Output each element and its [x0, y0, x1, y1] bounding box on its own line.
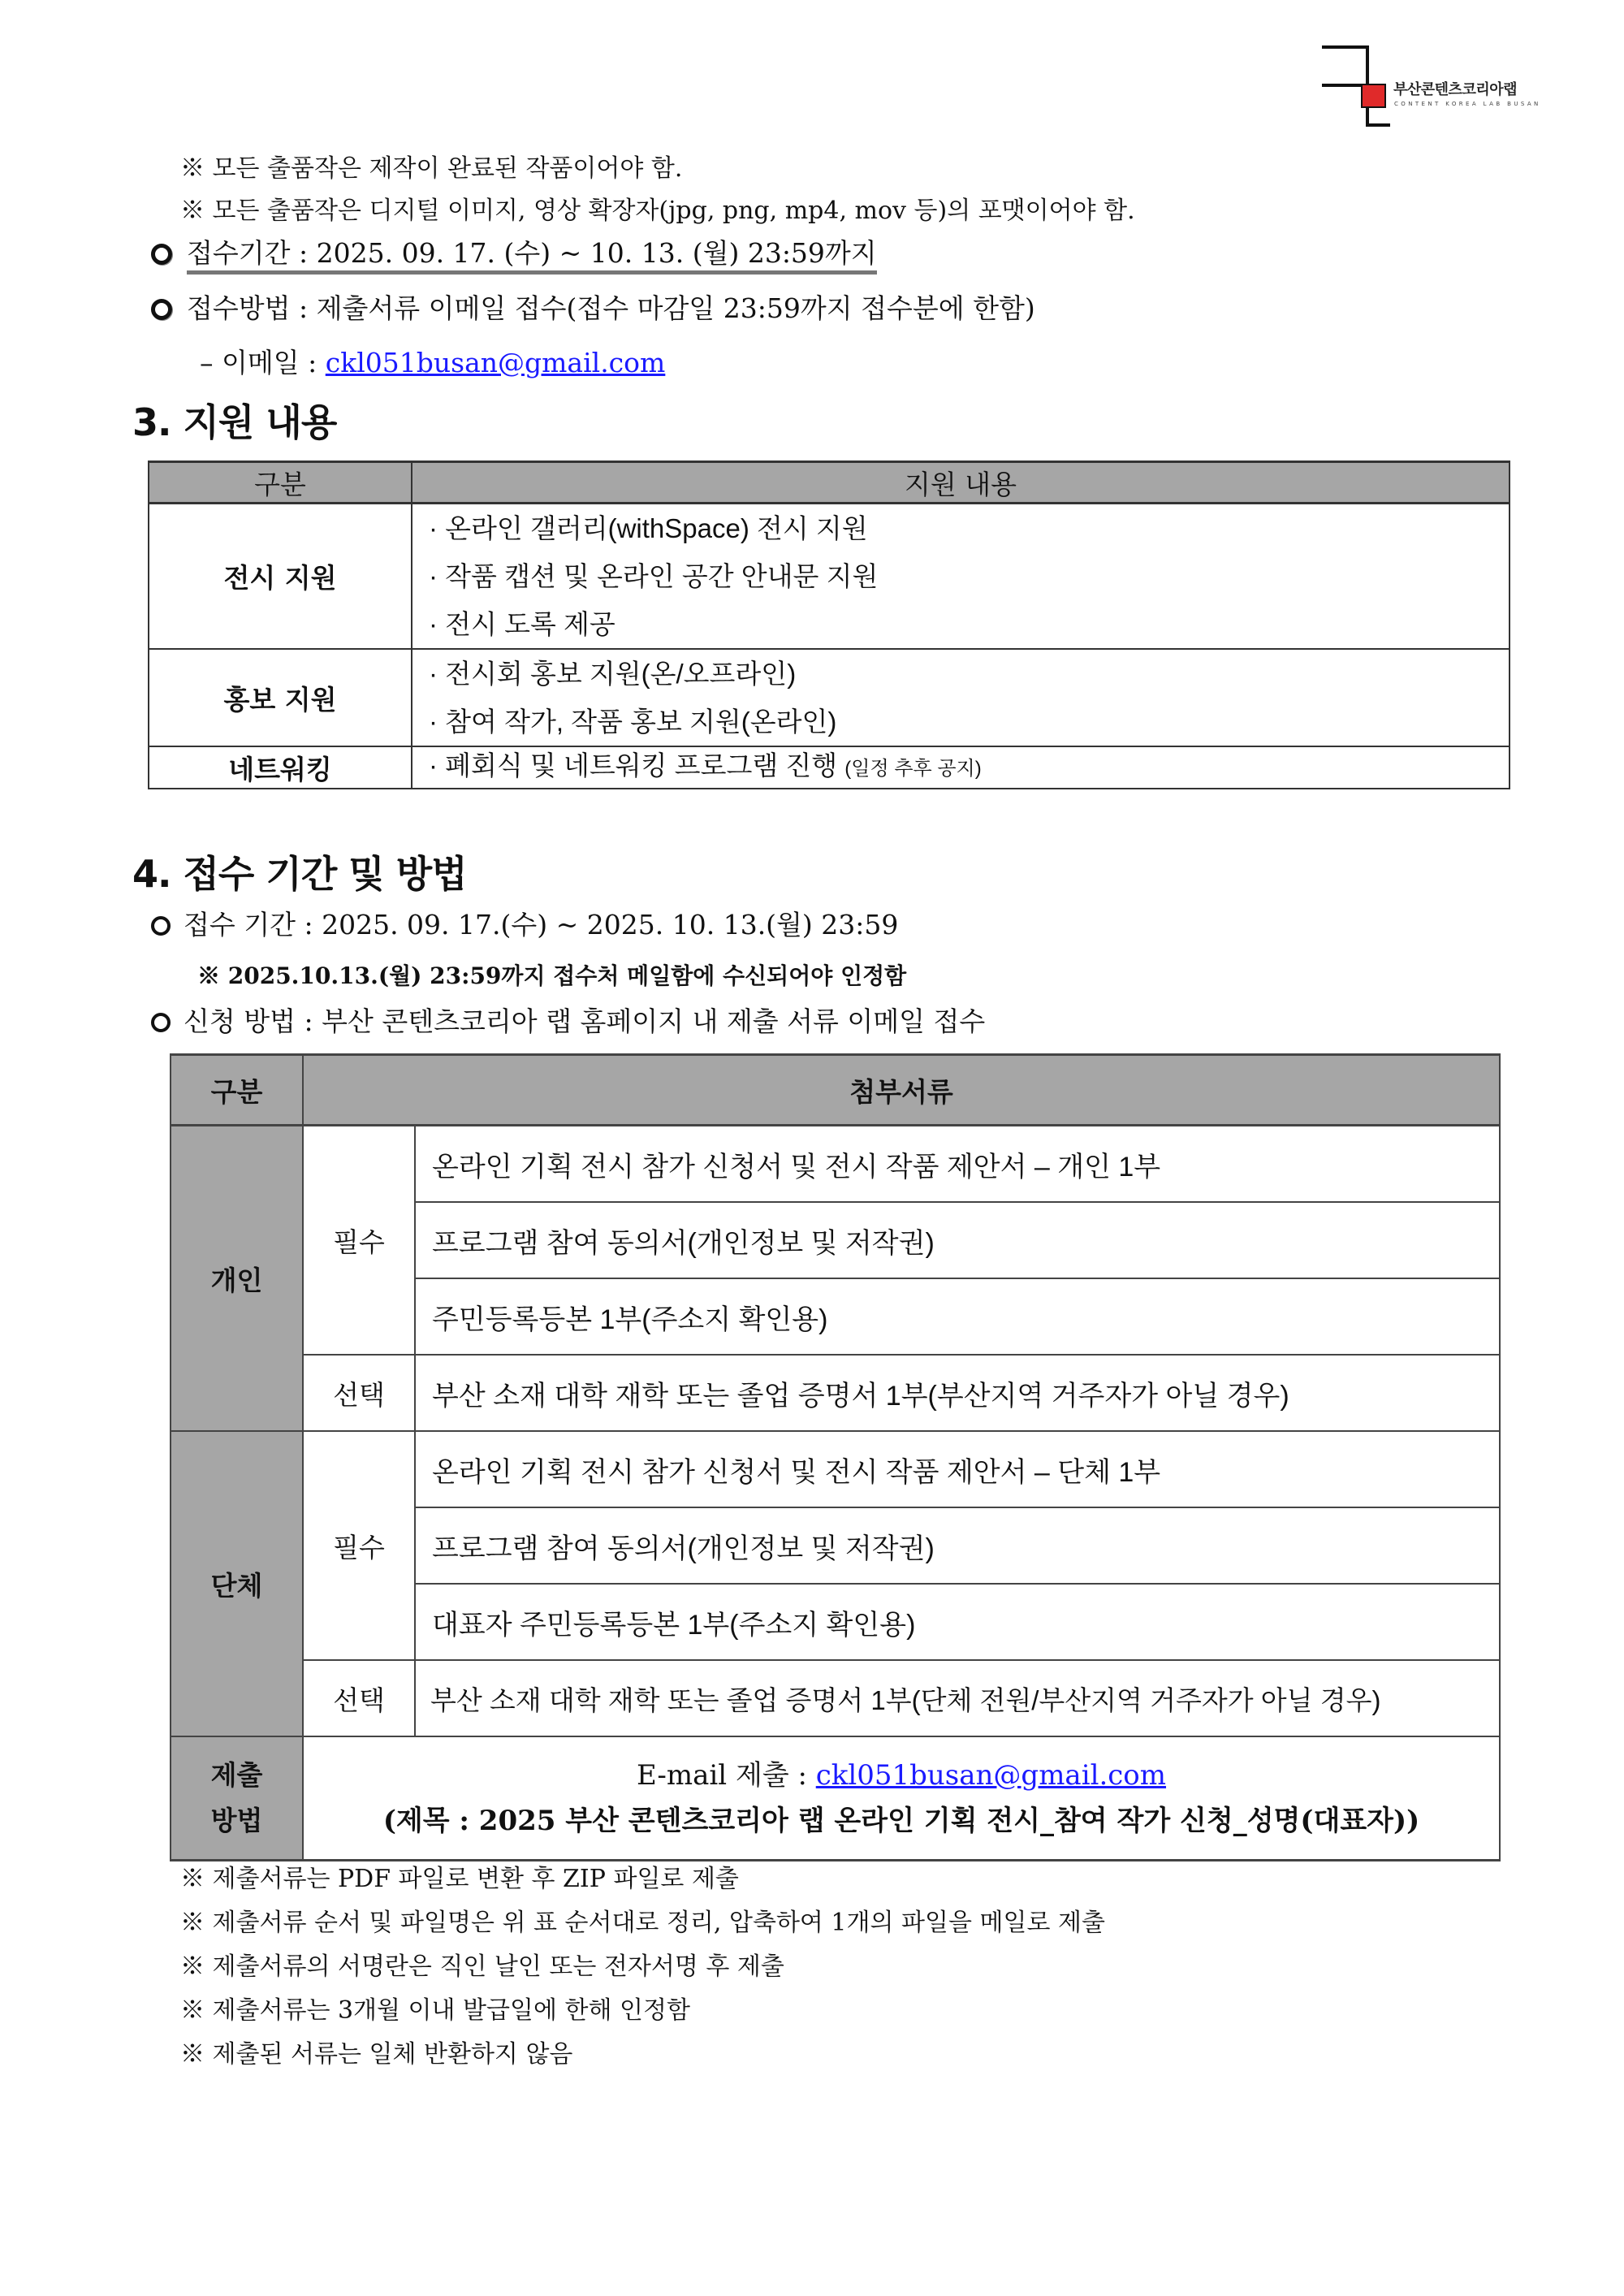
row-category: 전시 지원 [149, 504, 412, 650]
support-item: · 전시회 홍보 지원(온/오프라인) [429, 659, 797, 689]
document-item: 부산 소재 대학 재학 또는 졸업 증명서 1부(부산지역 거주자가 아닐 경우) [415, 1355, 1500, 1431]
row-category: 네트워킹 [149, 746, 412, 789]
document-item: 온라인 기획 전시 참가 신청서 및 전시 작품 제안서 – 개인 1부 [415, 1126, 1500, 1203]
application-period: 접수 기간 : 2025. 09. 17.(수) ~ 2025. 10. 13.(월) 23:59 [184, 909, 899, 940]
support-item-text: · 폐회식 및 네트워킹 프로그램 진행 [429, 750, 845, 780]
circle-bullet-icon [151, 1013, 171, 1032]
table-row [149, 504, 1510, 650]
application-method-line [151, 1004, 985, 1040]
reception-period-line [151, 236, 877, 271]
submission-details [303, 1736, 1500, 1861]
section-3-title: 3. 지원 내용 [132, 400, 337, 444]
reception-method: 접수방법 : 제출서류 이메일 접수(접수 마감일 23:59까지 접수분에 한함) [187, 292, 1035, 324]
email-label: – 이메일 : [200, 347, 326, 378]
logo-name-korean: 부산콘텐츠코리아랩 [1393, 81, 1517, 98]
optional-label: 선택 [303, 1660, 415, 1736]
schedule-note: (일정 추후 공지) [844, 758, 982, 780]
submission-label-line: 방법 [210, 1805, 263, 1836]
document-item: 프로그램 참여 동의서(개인정보 및 저작권) [415, 1202, 1500, 1278]
table-row [149, 746, 1510, 789]
intro-note: ※ 모든 출품작은 디지털 이미지, 영상 확장자(jpg, png, mp4, mov 등)의 포맷이어야 함. [180, 197, 1135, 225]
table-header-content: 지원 내용 [412, 462, 1510, 504]
group-organization: 단체 [171, 1431, 303, 1736]
submission-note: ※ 제출서류의 서명란은 직인 날인 또는 전자서명 후 제출 [180, 1952, 784, 1981]
document-item: 주민등록등본 1부(주소지 확인용) [415, 1278, 1500, 1355]
support-item: · 참여 작가, 작품 홍보 지원(온라인) [429, 707, 837, 737]
submission-note: ※ 제출서류 순서 및 파일명은 위 표 순서대로 정리, 압축하여 1개의 파일을 메일로 제출 [180, 1909, 1105, 1937]
logo-red-square [1361, 84, 1386, 108]
document-item: 대표자 주민등록등본 1부(주소지 확인용) [415, 1584, 1500, 1660]
table-header-category: 구분 [149, 462, 412, 504]
logo-name-english: CONTENT KOREA LAB BUSAN [1394, 101, 1541, 107]
application-method: 신청 방법 : 부산 콘텐츠코리아 랩 홈페이지 내 제출 서류 이메일 접수 [184, 1005, 986, 1037]
required-documents-table [170, 1053, 1501, 1861]
submission-note: ※ 제출서류는 3개월 이내 발급일에 한해 인정함 [180, 1996, 690, 2025]
section-4-title: 4. 접수 기간 및 방법 [132, 852, 467, 896]
table-header-documents: 첨부서류 [303, 1055, 1500, 1126]
table-row [171, 1736, 1500, 1861]
submission-note: ※ 제출서류는 PDF 파일로 변환 후 ZIP 파일로 제출 [180, 1865, 739, 1893]
reception-email-line [200, 345, 665, 381]
table-row [171, 1431, 1500, 1507]
table-row [171, 1126, 1500, 1203]
logo-line [1366, 123, 1390, 127]
organization-logo [1315, 41, 1559, 122]
submission-email-line [304, 1753, 1499, 1798]
intro-note: ※ 모든 출품작은 제작이 완료된 작품이어야 함. [180, 154, 683, 183]
submission-email-label: E-mail 제출 : [636, 1759, 816, 1792]
submission-method-label [171, 1736, 303, 1861]
table-header-category: 구분 [171, 1055, 303, 1126]
circle-bullet-icon [151, 244, 172, 265]
submission-label-line: 제출 [210, 1759, 263, 1791]
row-category: 홍보 지원 [149, 649, 412, 746]
support-item: · 전시 도록 제공 [429, 609, 615, 639]
submission-subject: (제목 : 2025 부산 콘텐츠코리아 랩 온라인 기획 전시_참여 작가 신청_성명(대표자)) [382, 1805, 1420, 1837]
table-row [149, 649, 1510, 746]
required-label: 필수 [303, 1431, 415, 1660]
reception-method-line [151, 291, 1035, 326]
circle-bullet-icon [151, 299, 172, 320]
document-item: 부산 소재 대학 재학 또는 졸업 증명서 1부(단체 전원/부산지역 거주자가 아닐 경우) [415, 1660, 1500, 1736]
email-link[interactable]: ckl051busan@gmail.com [325, 347, 666, 378]
support-item: · 온라인 갤러리(withSpace) 전시 지원 [429, 513, 868, 543]
logo-line [1322, 45, 1369, 49]
document-item: 프로그램 참여 동의서(개인정보 및 저작권) [415, 1507, 1500, 1584]
support-item: · 작품 캡션 및 온라인 공간 안내문 지원 [429, 561, 879, 591]
application-period-note: ※ 2025.10.13.(월) 23:59까지 접수처 메일함에 수신되어야 인정함 [197, 962, 907, 989]
table-row [171, 1355, 1500, 1431]
group-individual: 개인 [171, 1126, 303, 1432]
document-item: 온라인 기획 전시 참가 신청서 및 전시 작품 제안서 – 단체 1부 [415, 1431, 1500, 1507]
required-label: 필수 [303, 1126, 415, 1356]
submission-email-link[interactable]: ckl051busan@gmail.com [815, 1759, 1167, 1792]
table-row [171, 1660, 1500, 1736]
application-period-line [151, 907, 898, 943]
circle-bullet-icon [151, 916, 171, 936]
submission-note: ※ 제출된 서류는 일체 반환하지 않음 [180, 2040, 573, 2069]
optional-label: 선택 [303, 1355, 415, 1431]
reception-period: 접수기간 : 2025. 09. 17. (수) ~ 10. 13. (월) 23:59까지 [187, 237, 877, 275]
support-content-table [148, 460, 1510, 789]
support-item [429, 747, 1509, 788]
